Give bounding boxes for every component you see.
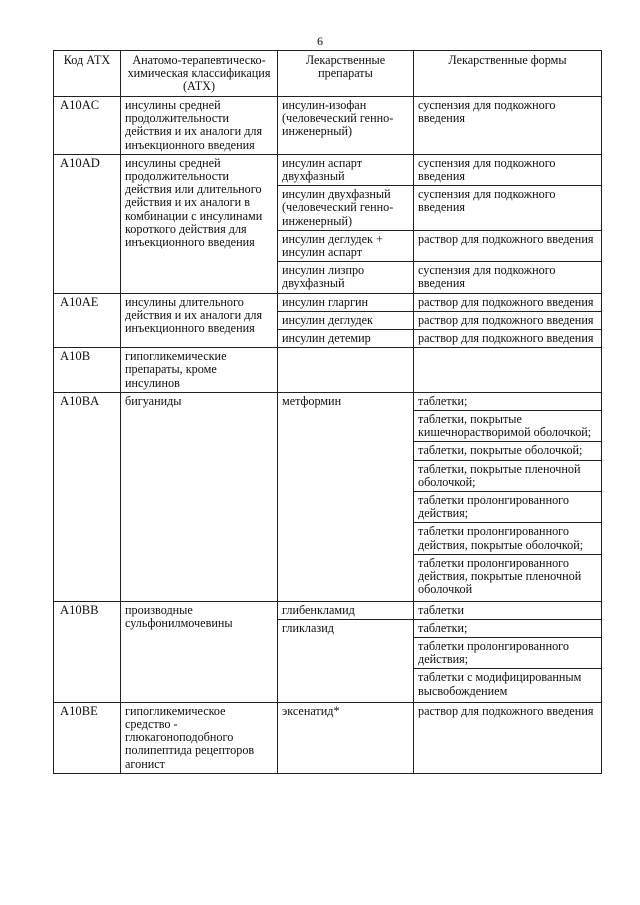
atx-classification-cell: инсулины средней продолжительности действия или длительного действия и их аналоги в комбинации с инсулинами короткого действия для инъекционного введения [121,154,278,293]
dosage-form-item: таблетки, покрытые оболочкой; [414,441,601,459]
drug-cell: метформин [278,392,414,601]
dosage-form-item: таблетки пролонгированного действия; [414,491,601,522]
atx-code-cell: A10B [54,348,121,393]
dosage-form-list [418,395,597,599]
atx-code-cell: A10BE [54,702,121,773]
table-row [54,392,602,601]
drug-cell: гликлазид [278,619,414,702]
page-number: 6 [317,34,323,48]
table-body [54,97,602,774]
dosage-form-cell: суспензия для подкожного введения [414,186,602,231]
drug-cell: инсулин деглудек [278,311,414,329]
table-header-row [54,51,602,97]
drug-cell: инсулин двухфазный (человеческий генно-инженерный) [278,186,414,231]
dosage-form-cell: раствор для подкожного введения [414,330,602,348]
dosage-form-cell: суспензия для подкожного введения [414,262,602,293]
table-row [54,601,602,619]
table-row [54,702,602,773]
dosage-form-item: таблетки пролонгированного действия; [414,637,601,668]
header-forms: Лекарственные формы [414,51,602,97]
drug-cell: инсулин гларгин [278,293,414,311]
drug-cell [278,348,414,393]
drug-cell: глибенкламид [278,601,414,619]
dosage-form-cell: раствор для подкожного введения [414,702,602,773]
dosage-form-item: таблетки пролонгированного действия, покрытые оболочкой; [414,522,601,553]
dosage-form-cell [414,348,602,393]
header-classification: Анатомо-терапевтическо-химическая классификация (АТХ) [121,51,278,97]
table-row [54,348,602,393]
atx-code-cell: A10AC [54,97,121,155]
drug-cell: инсулин лизпро двухфазный [278,262,414,293]
atx-classification-cell: инсулины средней продолжительности действия и их аналоги для инъекционного введения [121,97,278,155]
dosage-form-item: таблетки, покрытые пленочной оболочкой; [414,460,601,491]
atx-classification-cell: гипогликемические препараты, кроме инсулинов [121,348,278,393]
atx-table [53,50,602,774]
header-drugs: Лекарственные препараты [278,51,414,97]
dosage-form-item: таблетки пролонгированного действия, покрытые пленочной оболочкой [414,554,601,599]
atx-classification-cell: бигуаниды [121,392,278,601]
dosage-form-cell: таблетки [414,601,602,619]
atx-code-cell: A10AE [54,293,121,348]
dosage-form-list [418,622,597,700]
drug-cell: инсулин-изофан (человеческий генно-инженерный) [278,97,414,155]
table-row [54,154,602,185]
dosage-form-cell: раствор для подкожного введения [414,311,602,329]
atx-classification-cell: гипогликемическое средство - глюкагоноподобного полипептида рецепторов агонист [121,702,278,773]
drug-cell: инсулин аспарт двухфазный [278,154,414,185]
atx-code-cell: A10BB [54,601,121,702]
table-row [54,293,602,311]
dosage-form-item: таблетки, покрытые кишечнорастворимой оболочкой; [414,410,601,441]
dosage-form-item: таблетки; [418,393,468,408]
dosage-form-item: таблетки с модифицированным высвобождением [414,668,601,699]
header-code: Код АТХ [54,51,121,97]
atx-code-cell: A10AD [54,154,121,293]
drug-cell: инсулин деглудек + инсулин аспарт [278,230,414,261]
dosage-form-cell: раствор для подкожного введения [414,293,602,311]
dosage-form-cell [414,392,602,601]
drug-cell: эксенатид* [278,702,414,773]
dosage-form-cell: раствор для подкожного введения [414,230,602,261]
dosage-form-cell [414,619,602,702]
atx-code-cell: A10BA [54,392,121,601]
dosage-form-cell: суспензия для подкожного введения [414,154,602,185]
table-row [54,97,602,155]
dosage-form-item: таблетки; [418,620,468,635]
atx-classification-cell: производные сульфонилмочевины [121,601,278,702]
atx-classification-cell: инсулины длительного действия и их аналоги для инъекционного введения [121,293,278,348]
drug-cell: инсулин детемир [278,330,414,348]
dosage-form-cell: суспензия для подкожного введения [414,97,602,155]
